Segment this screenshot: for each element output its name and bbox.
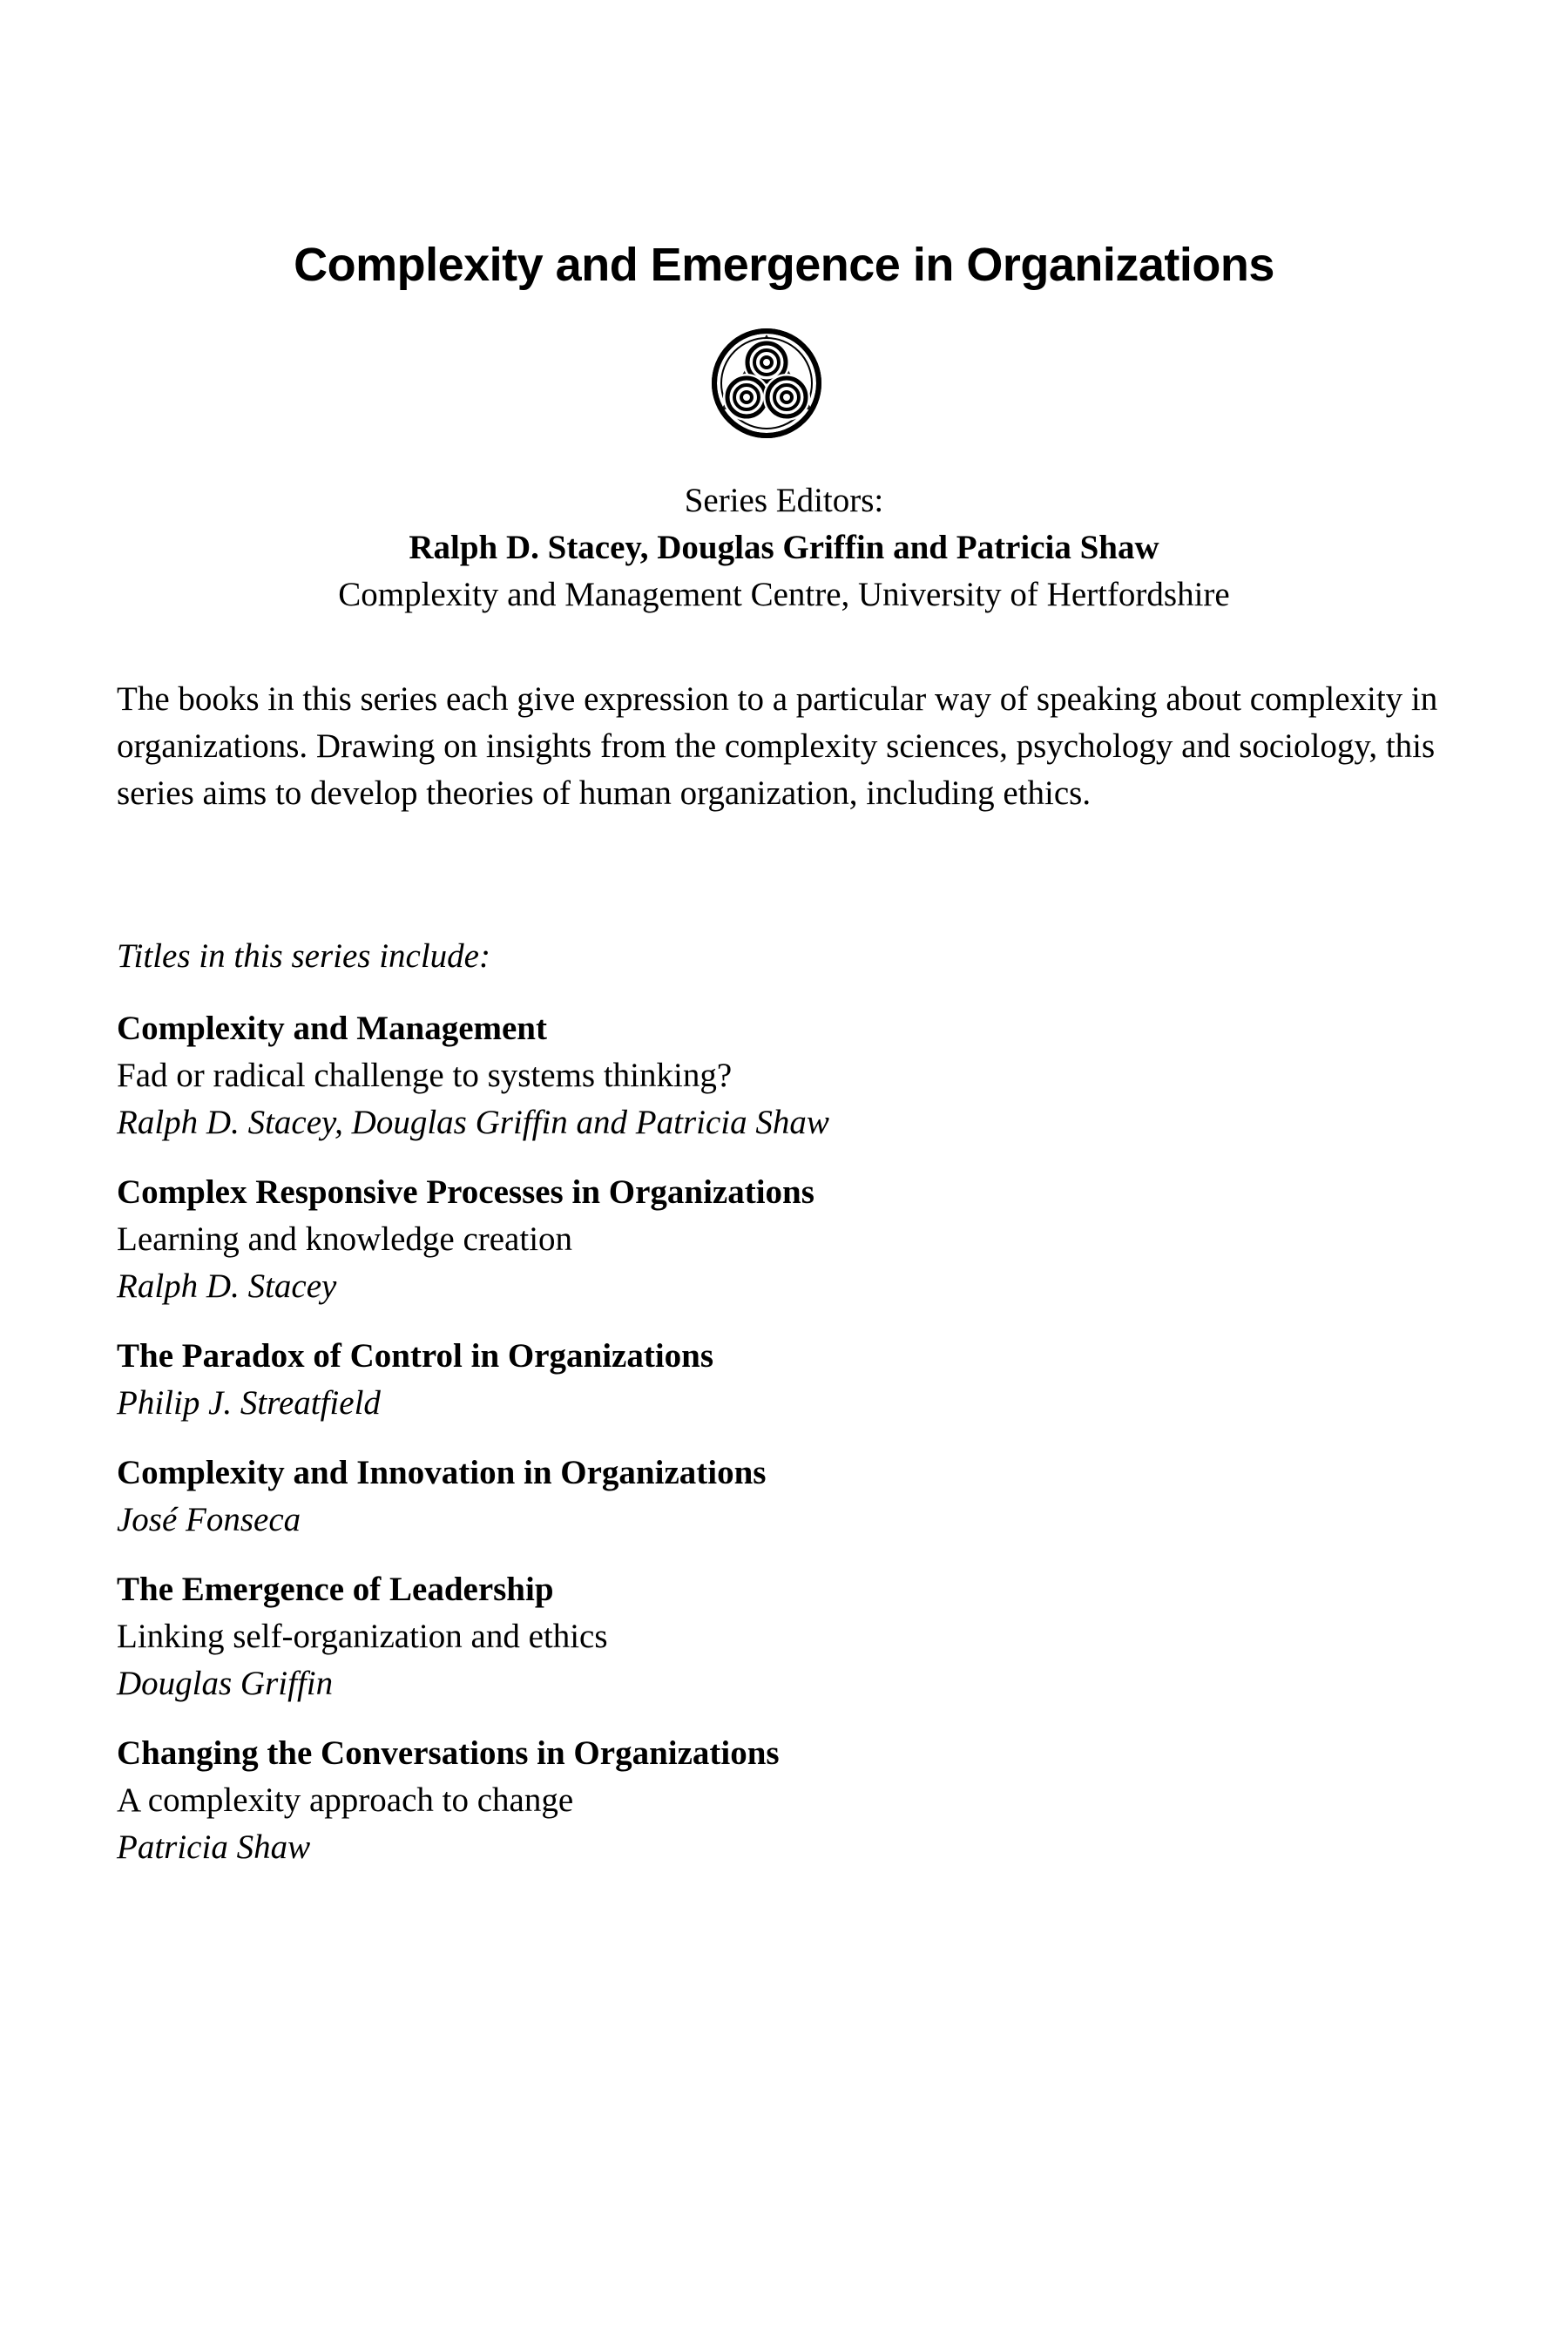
- book-author: Ralph D. Stacey, Douglas Griffin and Patricia Shaw: [117, 1104, 829, 1141]
- book-subtitle: A complexity approach to change: [117, 1781, 574, 1819]
- series-editors-affiliation: Complexity and Management Centre, University of Hertfordshire: [338, 576, 1230, 613]
- title-entry: [117, 1450, 1476, 1544]
- book-title: Complexity and Innovation in Organizations: [117, 1454, 767, 1491]
- book-author: Douglas Griffin: [117, 1665, 334, 1702]
- series-editors-block: [0, 477, 1568, 618]
- title-entry: [117, 1005, 1476, 1146]
- series-editors-label: Series Editors:: [684, 482, 884, 519]
- book-title: Complexity and Management: [117, 1010, 547, 1047]
- book-author: José Fonseca: [117, 1501, 301, 1538]
- title-entry: [117, 1730, 1476, 1871]
- series-title: Complexity and Emergence in Organizations: [294, 239, 1274, 291]
- book-subtitle: Learning and knowledge creation: [117, 1220, 573, 1258]
- title-entry: [117, 1169, 1476, 1310]
- series-editors-names: Ralph D. Stacey, Douglas Griffin and Patricia Shaw: [409, 529, 1159, 566]
- triskele-spiral-logo-icon: [711, 328, 822, 439]
- titles-list: [117, 1005, 1476, 1894]
- series-description: The books in this series each give expression to a particular way of speaking about complexity in organizations. Drawing on insights from the complexity sciences, psychology and sociology, this series aims to develop theories of human organization, including ethics.: [117, 680, 1438, 812]
- title-entry: [117, 1566, 1476, 1707]
- book-author: Patricia Shaw: [117, 1828, 311, 1866]
- titles-heading: Titles in this series include:: [117, 937, 490, 975]
- book-title: The Emergence of Leadership: [117, 1571, 554, 1608]
- book-author: Philip J. Streatfield: [117, 1384, 381, 1422]
- book-title: Changing the Conversations in Organizations: [117, 1734, 780, 1772]
- title-entry: [117, 1333, 1476, 1427]
- book-subtitle: Linking self-organization and ethics: [117, 1618, 608, 1655]
- book-author: Ralph D. Stacey: [117, 1267, 337, 1305]
- book-title: Complex Responsive Processes in Organizations: [117, 1173, 814, 1211]
- book-subtitle: Fad or radical challenge to systems thinking?: [117, 1057, 733, 1094]
- book-title: The Paradox of Control in Organizations: [117, 1337, 714, 1375]
